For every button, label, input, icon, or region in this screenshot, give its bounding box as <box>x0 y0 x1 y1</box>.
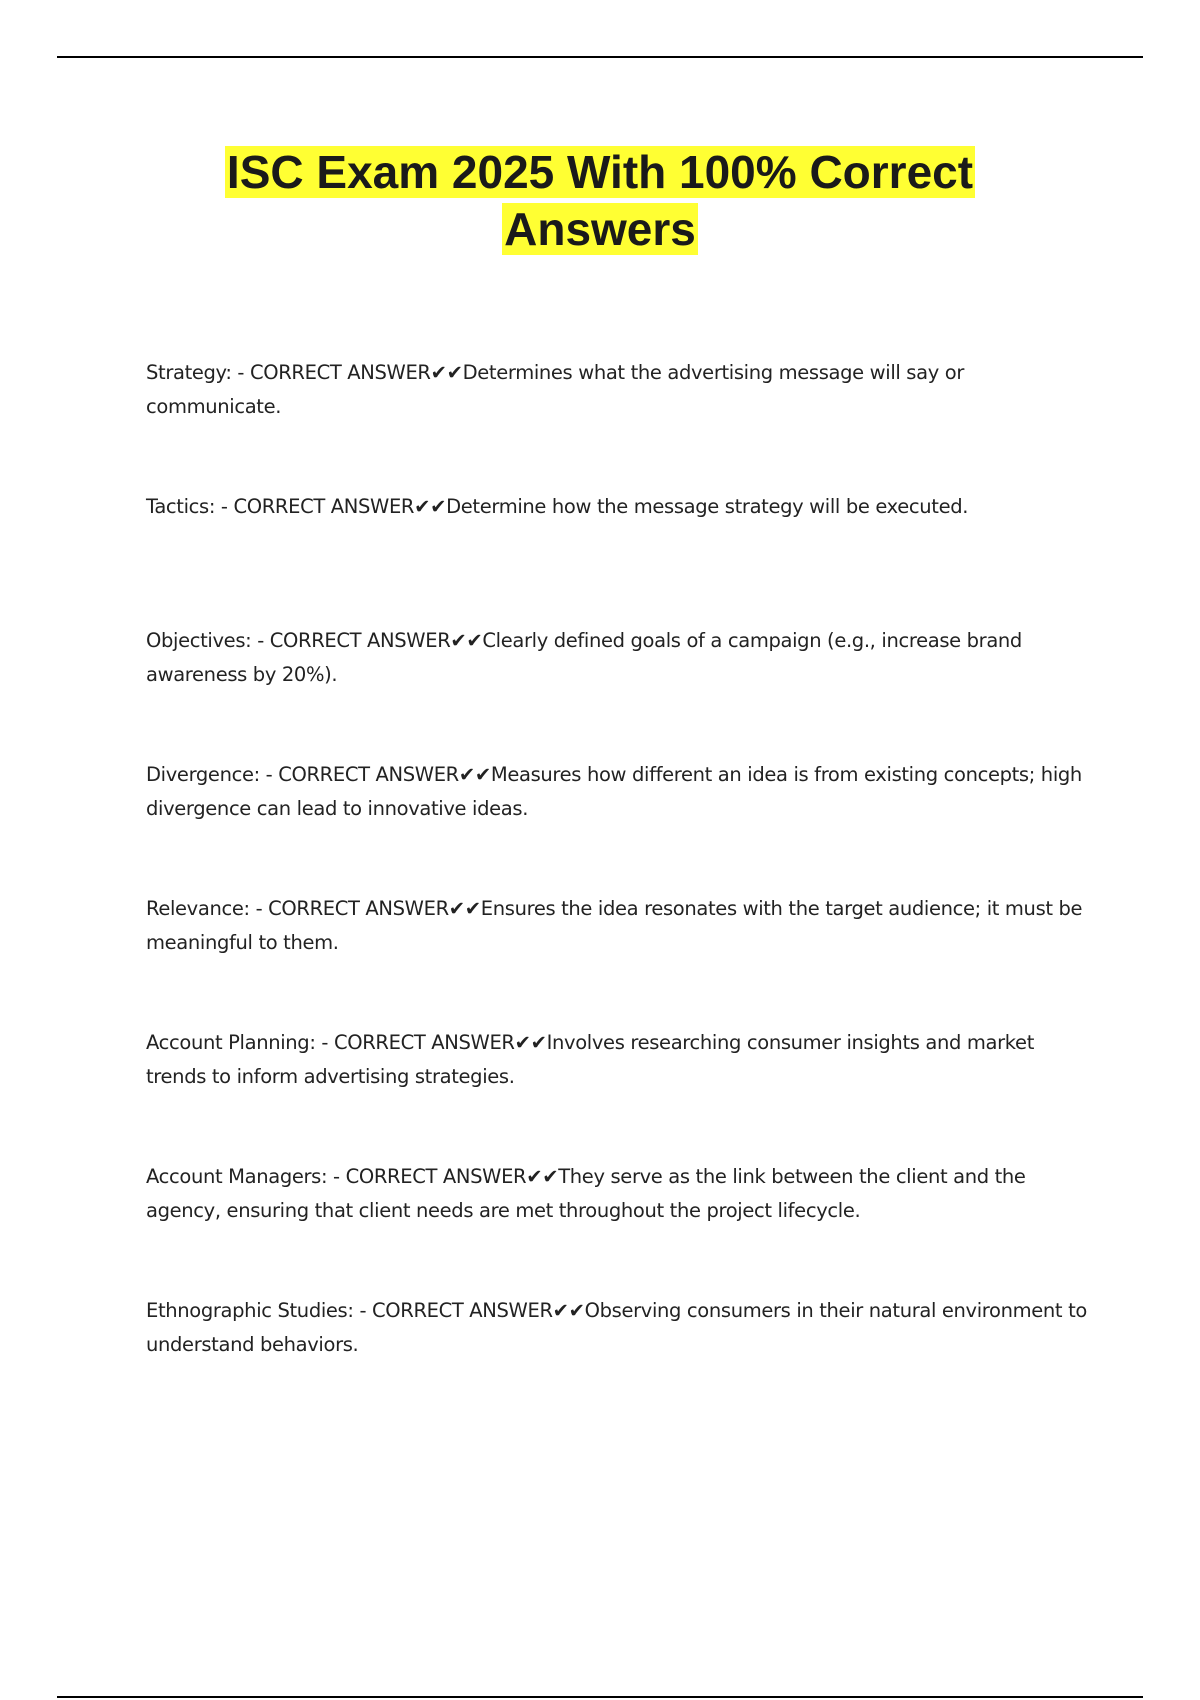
qa-entry <box>146 624 1094 758</box>
entry-term: Strategy: <box>146 361 232 384</box>
entry-marker: - CORRECT ANSWER <box>259 763 459 786</box>
entry-term: Relevance: <box>146 897 250 920</box>
qa-entry <box>146 1160 1094 1294</box>
double-check-icon: ✔✔ <box>430 361 463 384</box>
entry-definition: Involves researching consumer insights and market trends to inform advertising strategies. <box>146 1031 1034 1088</box>
double-check-icon: ✔✔ <box>450 629 483 652</box>
qa-entry <box>146 1294 1094 1428</box>
entry-marker: - CORRECT ANSWER <box>231 361 431 384</box>
title-line-2: Answers <box>504 203 696 255</box>
entry-term: Tactics: <box>146 495 216 518</box>
qa-entry <box>146 758 1094 892</box>
entry-marker: - CORRECT ANSWER <box>327 1165 527 1188</box>
qa-entries <box>146 356 1094 1428</box>
entry-term: Account Managers: <box>146 1165 328 1188</box>
top-rule <box>57 56 1143 58</box>
entry-term: Ethnographic Studies: <box>146 1299 354 1322</box>
entry-definition: Determine how the message strategy will be executed. <box>446 495 969 518</box>
double-check-icon: ✔✔ <box>552 1299 585 1322</box>
qa-entry <box>146 892 1094 1026</box>
entry-definition: Observing consumers in their natural environment to understand behaviors. <box>146 1299 1087 1356</box>
document-title <box>150 144 1050 258</box>
qa-entry <box>146 356 1094 490</box>
entry-marker: - CORRECT ANSWER <box>315 1031 515 1054</box>
entry-term: Divergence: <box>146 763 260 786</box>
entry-term: Objectives: <box>146 629 252 652</box>
entry-definition: Determines what the advertising message will say or communicate. <box>146 361 965 418</box>
bottom-rule <box>57 1696 1143 1698</box>
qa-entry <box>146 490 1094 624</box>
entry-definition: They serve as the link between the client and the agency, ensuring that client needs are met throughout the project lifecycle. <box>146 1165 1026 1222</box>
entry-definition: Ensures the idea resonates with the target audience; it must be meaningful to them. <box>146 897 1083 954</box>
entry-marker: - CORRECT ANSWER <box>215 495 415 518</box>
entry-definition: Clearly defined goals of a campaign (e.g., increase brand awareness by 20%). <box>146 629 1022 686</box>
double-check-icon: ✔✔ <box>458 763 491 786</box>
entry-term: Account Planning: <box>146 1031 316 1054</box>
entry-marker: - CORRECT ANSWER <box>251 629 451 652</box>
double-check-icon: ✔✔ <box>514 1031 547 1054</box>
qa-entry <box>146 1026 1094 1160</box>
title-line-1: ISC Exam 2025 With 100% Correct <box>226 146 974 198</box>
entry-definition: Measures how different an idea is from existing concepts; high divergence can lead to innovative ideas. <box>146 763 1082 820</box>
entry-marker: - CORRECT ANSWER <box>249 897 449 920</box>
double-check-icon: ✔✔ <box>526 1165 559 1188</box>
entry-marker: - CORRECT ANSWER <box>353 1299 553 1322</box>
double-check-icon: ✔✔ <box>414 495 447 518</box>
double-check-icon: ✔✔ <box>448 897 481 920</box>
